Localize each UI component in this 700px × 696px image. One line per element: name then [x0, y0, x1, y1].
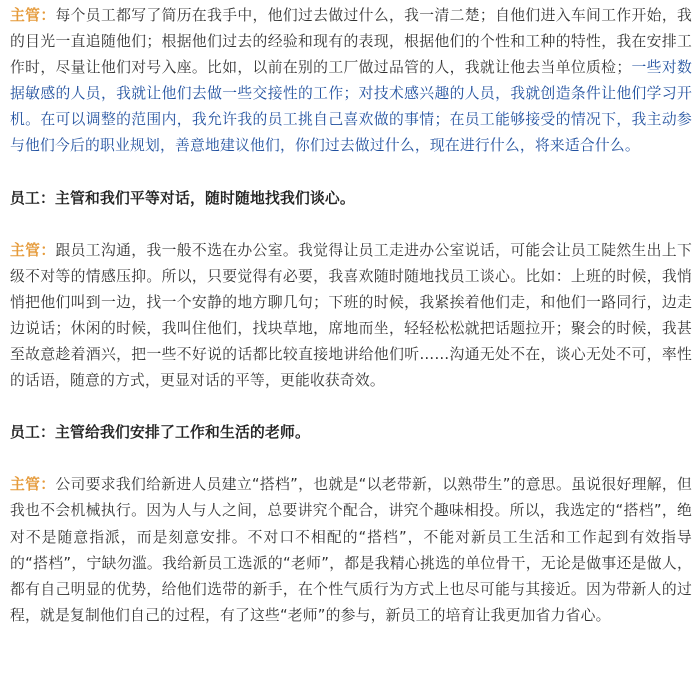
speaker-label: 主管： — [10, 7, 56, 24]
paragraph-spacer — [10, 394, 692, 420]
article-body — [10, 0, 692, 629]
employee-heading-mentors: 员工：主管给我们安排了工作和生活的老师。 — [10, 424, 310, 442]
paragraph-spacer — [10, 160, 692, 186]
speaker-label: 主管： — [10, 476, 56, 494]
paragraph-text: 每个员工都写了简历在我手中，他们过去做过什么，我一清二楚；自他们进入车间工作开始，我的目光一直追随他们；根据他们过去的经验和现有的表现，根据他们的个性和工种的特性，我在安排工作时，尽量让他们对号入座。比如，以前在别的工厂做过品管的人，我就让他去当单位质检； — [10, 7, 692, 77]
paragraph-manager-communication — [10, 238, 692, 395]
highlighted-text: 一些对数据敏感的人员，我就让他们去做一些交接性的工作；对技术感兴趣的人员，我就创造条件让他们学习开机。在可以调整的范围内，我允许我的员工挑自己喜欢做的事情；在员工能够接受的情况下，我主动参与他们今后的职业规划，善意地建议他们，你们过去做过什么，现在进行什么，将来适合什么。 — [10, 59, 692, 155]
paragraph-manager-resumes — [10, 3, 692, 160]
paragraph-text: 公司要求我们给新进人员建立“搭档”，也就是“以老带新，以熟带生”的意思。虽说很好理解，但我也不会机械执行。因为人与人之间，总要讲究个配合，讲究个趣味相投。所以，我选定的“搭档”，绝对不是随意指派，而是刻意安排。不对口不相配的“搭档”，不能对新员工生活和工作起到有效指导的“搭档”，宁缺勿滥。我给新员工选派的“老师”，都是我精心挑选的单位骨干，无论是做事还是做人，都有自己明显的优势，给他们选带的新手，在个性气质行为方式上也尽可能与其接近。因为带新人的过程，就是复制他们自己的过程，有了这些“老师”的参与，新员工的培育让我更加省力省心。 — [10, 476, 693, 624]
paragraph-text: 跟员工沟通，我一般不选在办公室。我觉得让员工走进办公室说话，可能会让员工陡然生出上下级不对等的情感压抑。所以，只要觉得有必要，我喜欢随时随地找员工谈心。比如：上班的时候，我悄悄把他们叫到一边，找一个安静的地方聊几句；下班的时候，我紧挨着他们走，和他们一路同行，边走边说话；休闲的时候，我叫住他们，找块草地，席地而坐，轻轻松松就把话题拉开；聚会的时候，我甚至故意趁着酒兴，把一些不好说的话都比较直接地讲给他们听……沟通无处不在，谈心无处不可，率性的话语，随意的方式，更显对话的平等，更能收获奇效。 — [10, 241, 692, 390]
paragraph-spacer — [10, 212, 692, 238]
employee-heading-dialogue: 员工：主管和我们平等对话，随时随地找我们谈心。 — [10, 189, 355, 207]
paragraph-spacer — [10, 446, 692, 472]
paragraph-manager-mentoring — [10, 472, 692, 629]
speaker-label: 主管： — [10, 241, 56, 259]
